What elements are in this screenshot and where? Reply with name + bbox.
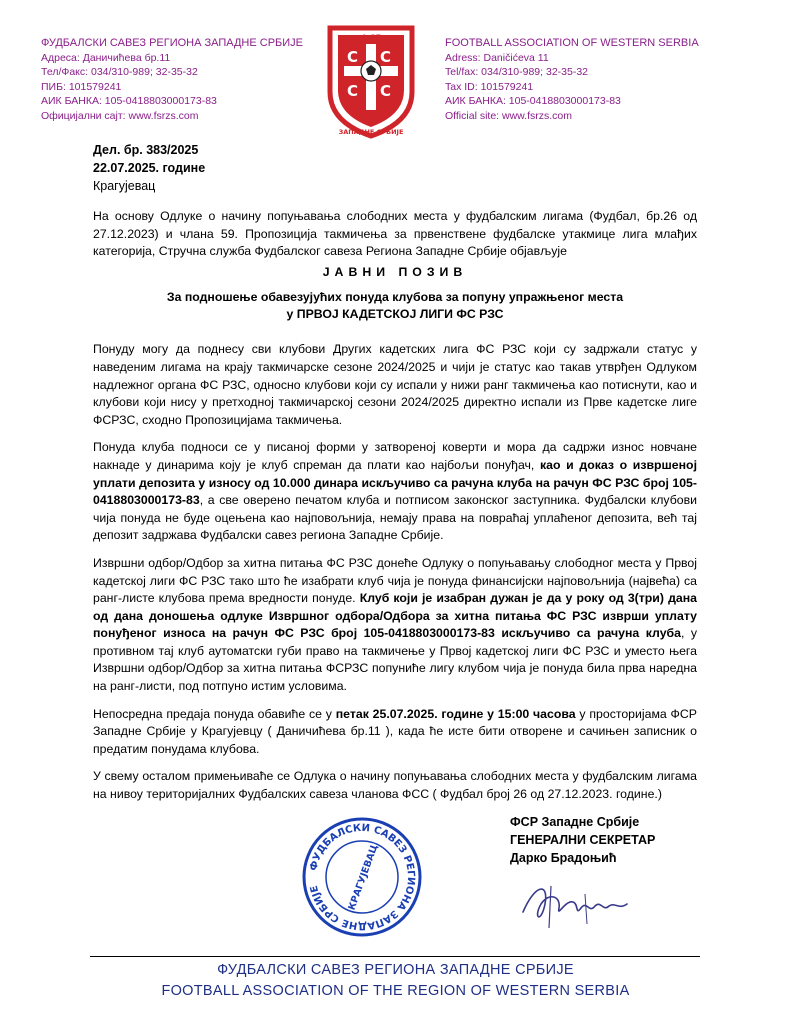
header-pib-sr: ПИБ: 101579241 bbox=[41, 80, 122, 93]
reference-city: Крагујевац bbox=[93, 179, 156, 193]
footer-line-sr: ФУДБАЛСКИ САВЕЗ РЕГИОНА ЗАПАДНЕ СРБИЈЕ bbox=[217, 962, 574, 978]
header-right-block bbox=[445, 36, 699, 124]
document-title: ЈАВНИ ПОЗИВ bbox=[322, 264, 468, 279]
intro-paragraph: На основу Одлуке о начину попуњавања слободних места у фудбалским лигама (Фудбал, бр.26 од 27.12.2023) и члана 59. Пропозиција такмичења за првенствене фудбалске утакмице лига млађих категорија, Стручна служба Фудбалског савеза Региона Западне Србије објављује bbox=[93, 209, 697, 259]
offer-requirements-paragraph: Понуда клуба подноси се у писаној форми у затвореној коверти и мора да садржи износ новчане накнаде у динарима коју је клуб спреман да плати као најбољи понуђач, као и доказ о извршеној уплати депозита у износу од 10.000 динара искључиво са рачуна клуба на рачун ФС РЗС број 105-0418803000173-83, а све оверено печатом клуба и потписом законског заступника. Фудбалски клубови чија понуда не буде оцењена као најповољнија, немају права на повраћај уплаћеног депозита, већ тај депозит задржава Фудбалски савез региона Западне Србије. bbox=[93, 440, 697, 543]
selection-paragraph: Извршни одбор/Одбор за хитна питања ФС РЗС донеће Одлуку о попуњавању слободног места у Првој кадетској лиги ФС РЗС тако што ће изабрати клуб чија је понуда финансијски најповољнија (највећа) са ранг-листе клубова према вредности понуде. Клуб који је изабран дужан је да у року од 3(три) дана од дана доношења одлуке Извршног одбора/Одбора за хитна питања ФС РЗС изврши уплату понуђеног износа на рачун ФС РЗС број 105-0418803000173-83 искључиво са рачуна клуба, у противном тај клуб аутоматски губи право на такмичење у Првој кадетској лиги ФС РЗС и уместо њега Извршни одбор/Одбор за хитна питања ФСРЗС попуниће лигу клубом чија је понуда била прва наредна на ранг-листи, под потпуно истим условима. bbox=[93, 555, 697, 694]
header-org-name-en: FOOTBALL ASSOCIATION OF WESTERN SERBIA bbox=[445, 37, 699, 49]
header-site-sr: Официјални сајт: www.fsrzs.com bbox=[41, 109, 199, 122]
reference-number: Дел. бр. 383/2025 bbox=[93, 143, 199, 157]
header-bank-en: АИК БАНКА: 105-0418803000173-83 bbox=[445, 95, 621, 108]
header-tax-id-en: Tax ID: 101579241 bbox=[445, 80, 534, 93]
signature-org: ФСР Западне Србије bbox=[510, 815, 640, 829]
official-stamp bbox=[300, 815, 424, 939]
header-phone-sr: Тел/Факс: 034/310-989; 32-35-32 bbox=[41, 66, 198, 79]
header-org-name-sr: ФУДБАЛСКИ САВЕЗ РЕГИОНА ЗАПАДНЕ СРБИЈЕ bbox=[41, 37, 303, 49]
header-address-sr: Адреса: Даничићева бр.11 bbox=[41, 51, 171, 64]
document-subtitle bbox=[93, 289, 697, 323]
svg-text:С: С bbox=[347, 82, 359, 100]
footer-line-en: FOOTBALL ASSOCIATION OF THE REGION OF WESTERN SERBIA bbox=[161, 983, 630, 999]
crest-top-text: ФСР bbox=[359, 34, 383, 44]
footer-divider bbox=[90, 956, 700, 957]
stamp-ring-text: ФУДБАЛСКИ САВЕЗ РЕГИОНА ЗАПАДНЕ СРБИЈЕ bbox=[308, 822, 417, 932]
header-phone-en: Tel/fax: 034/310-989; 32-35-32 bbox=[445, 66, 589, 79]
subtitle-line-2: у ПРВОЈ КАДЕТСКОЈ ЛИГИ ФС РЗС bbox=[286, 307, 504, 322]
svg-text:С: С bbox=[347, 48, 359, 66]
header-site-en: Official site: www.fsrzs.com bbox=[445, 109, 572, 122]
header-address-en: Adress: Daničićeva 11 bbox=[445, 51, 549, 64]
handwritten-signature bbox=[515, 874, 635, 934]
reference-block bbox=[93, 141, 205, 195]
header-left-block bbox=[41, 36, 303, 124]
header-bank-sr: АИК БАНКА: 105-0418803000173-83 bbox=[41, 95, 217, 108]
submission-paragraph: Непосредна предаја понуда обавиће се у петак 25.07.2025. године у 15:00 часова у просторијама ФСР Западне Србије у Крагујевцу ( Даничићева бр.11 ), када ће исте бити отворене и сачињен записник о предатим понудама клубова. bbox=[93, 706, 697, 756]
subtitle-line-1: За подношење обавезујућих понуда клубова за попуну упражњеног места bbox=[166, 290, 624, 305]
signature-block bbox=[510, 813, 655, 867]
document-body bbox=[93, 208, 697, 814]
signature-role: ГЕНЕРАЛНИ СЕКРЕТАР bbox=[510, 833, 656, 847]
closing-paragraph: У свему осталом примењиваће се Одлука о начину попуњавања слободних места у фудбалским лигама на нивоу територијалних Фудбалских савеза чланова ФСС ( Фудбал број 26 од 27.12.2023. године.) bbox=[93, 769, 697, 802]
stamp-center-text: КРАГУЈЕВАЦ bbox=[346, 843, 381, 912]
reference-date: 22.07.2025. године bbox=[93, 161, 206, 175]
signature-name: Дарко Брадоњић bbox=[510, 851, 617, 865]
crest-bottom-text: ЗАПАДНЕ СРБИЈЕ bbox=[338, 128, 404, 136]
svg-text:С: С bbox=[380, 48, 392, 66]
federation-crest-logo bbox=[322, 22, 420, 140]
footer bbox=[0, 960, 791, 1002]
svg-text:С: С bbox=[380, 82, 392, 100]
eligibility-paragraph: Понуду могу да поднесу сви клубови Других кадетских лига ФС РЗС који су задржали статус у наведеним лигама на крају такмичарске сезоне 2024/2025 и чији је статус као такав утврђен Одлуком надлежног органа ФС РЗС, односно клубови који су испали у нижи ранг такмичења као потиснути, као и клубови који нису у претходној такмичарској сезони 2024/2025 директно испали из Прве кадетске лиге ФСРЗС, сходно Пропозицијама такмичења. bbox=[93, 342, 697, 427]
